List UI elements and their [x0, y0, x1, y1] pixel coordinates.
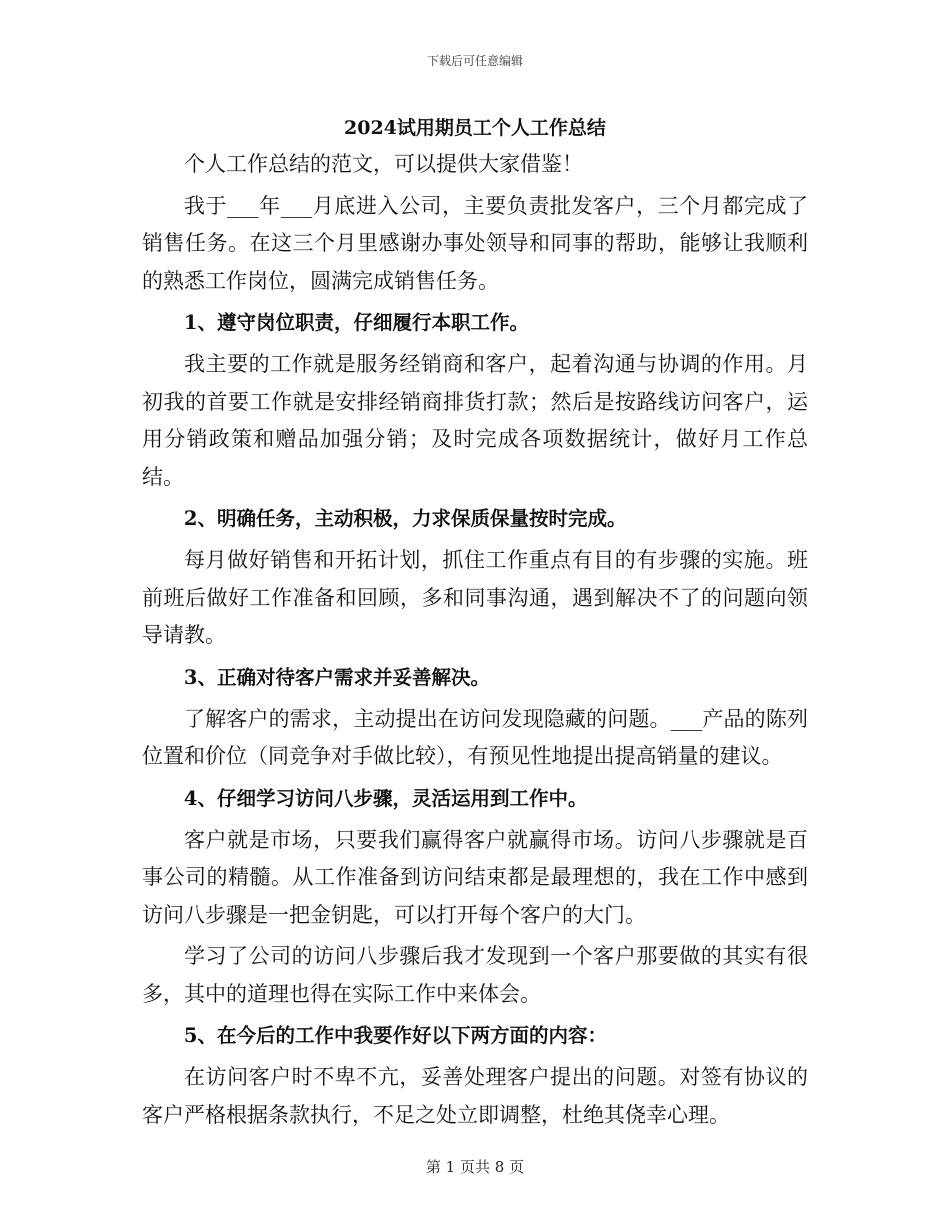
paragraph-section-4a: 客户就是市场，只要我们赢得客户就赢得市场。访问八步骤就是百事公司的精髓。从工作准备到访问结束都是最理想的，我在工作中感到访问八步骤是一把金钥匙，可以打开每个客户的大门。: [142, 827, 808, 927]
section-heading-4: 4、仔细学习访问八步骤，灵活运用到工作中。: [183, 786, 588, 810]
section-heading-1: 1、遵守岗位职责，仔细履行本职工作。: [183, 311, 529, 334]
document-title: 2024试用期员工个人工作总结: [344, 117, 606, 139]
paragraph-section-2: 每月做好销售和开拓计划，抓住工作重点有目的有步骤的实施。班前班后做好工作准备和回顾，多和同事沟通，遇到解决不了的问题向领导请教。: [142, 548, 808, 647]
page-header: 下载后可任意编辑: [426, 54, 523, 68]
section-heading-5: 5、在今后的工作中我要作好以下两方面的内容：: [183, 1024, 607, 1047]
paragraph-background: 我于___年___月底进入公司，主要负责批发客户，三个月都完成了销售任务。在这三个月里感谢办事处领导和同事的帮助，能够让我顺利的熟悉工作岗位，圆满完成销售任务。: [142, 193, 808, 293]
paragraph-intro: 个人工作总结的范文，可以提供大家借鉴！: [184, 152, 583, 176]
paragraph-section-1: 我主要的工作就是服务经销商和客户，起着沟通与协调的作用。月初我的首要工作就是安排经销商排货打款；然后是按路线访问客户，运用分销政策和赠品加强分销；及时完成各项数据统计，做好月工作总结。: [142, 352, 808, 489]
section-heading-3: 3、正确对待客户需求并妥善解决。: [183, 665, 490, 689]
section-heading-2: 2、明确任务，主动积极，力求保质保量按时完成。: [183, 507, 627, 530]
paragraph-section-4b: 学习了公司的访问八步骤后我才发现到一个客户那要做的其实有很多，其中的道理也得在实际工作中来体会。: [142, 944, 808, 1006]
page-footer: 第 1 页共 8 页: [425, 1158, 525, 1176]
document-body: [142, 146, 808, 1138]
paragraph-section-5: 在访问客户时不卑不亢，妥善处理客户提出的问题。对签有协议的客户严格根据条款执行，不足之处立即调整，杜绝其侥幸心理。: [142, 1065, 808, 1127]
paragraph-section-3: 了解客户的需求，主动提出在访问发现隐藏的问题。___产品的陈列位置和价位（同竞争对手做比较），有预见性地提出提高销量的建议。: [142, 706, 808, 768]
